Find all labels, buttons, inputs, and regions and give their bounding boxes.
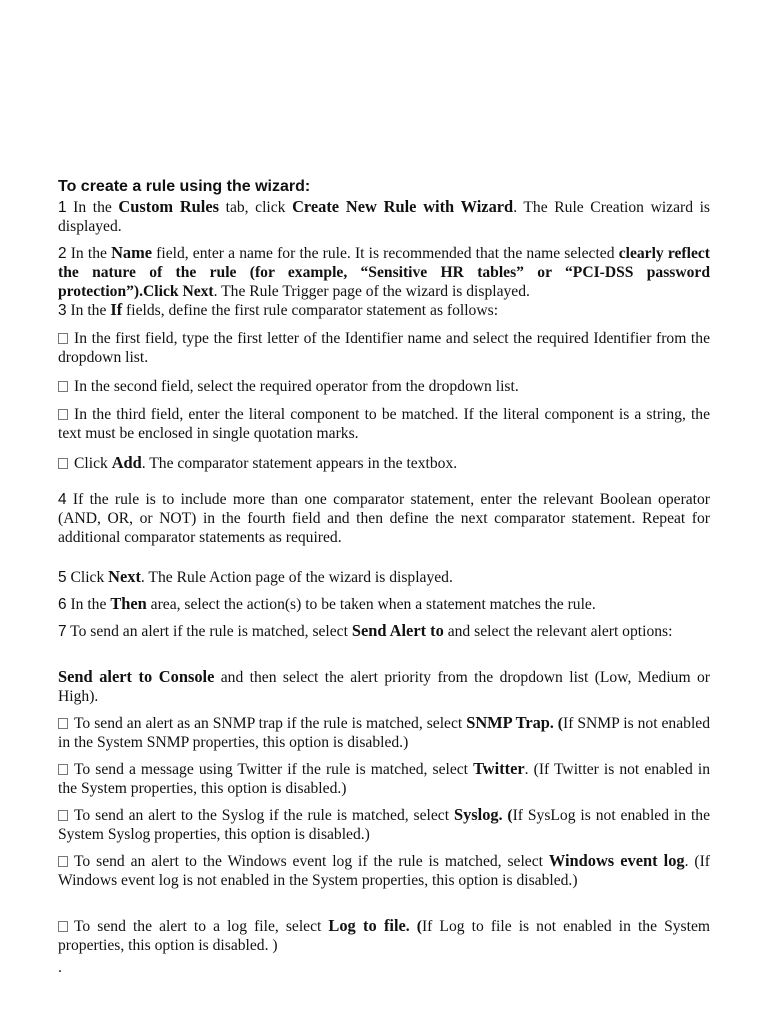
checkbox-bullet-icon: [58, 409, 68, 420]
page-title: To create a rule using the wizard:: [58, 178, 311, 195]
step-3: 3 In the If fields, define the first rule comparator statement as follows:: [58, 300, 499, 319]
checkbox-bullet-icon: [58, 764, 68, 775]
step-number: 3: [58, 302, 67, 319]
trailing-period: .: [58, 959, 62, 976]
alert-bullet-windows-event-log: To send an alert to the Windows event log if the rule is matched, select Windows event log. (If Windows event log is not enabled in the System properties, this option is disabled.): [58, 851, 710, 889]
checkbox-bullet-icon: [58, 921, 68, 932]
alert-bullet-twitter: To send a message using Twitter if the rule is matched, select Twitter. (If Twitter is not enabled in the System properties, this option is disabled.): [58, 759, 710, 797]
step-number: 6: [58, 596, 67, 613]
if-bullet-1: In the first field, type the first letter of the Identifier name and select the required Identifier from the dropdown list.: [58, 330, 710, 366]
send-alert-console: Send alert to Console and then select the alert priority from the dropdown list (Low, Medium or High).: [58, 667, 710, 705]
step-4: 4 If the rule is to include more than one comparator statement, enter the relevant Boolean operator (AND, OR, or NOT) in the fourth field and then define the next comparator statement. Repeat for additional comparator statements as required.: [58, 491, 710, 546]
step-2: 2 In the Name field, enter a name for the rule. It is recommended that the name selected clearly reflect the nature of the rule (for example, “Sensitive HR tables” or “PCI-DSS password protection”).Click Next. The Rule Trigger page of the wizard is displayed.: [58, 243, 710, 300]
alert-bullet-log-file: To send the alert to a log file, select Log to file. (If Log to file is not enabled in the System properties, this option is disabled. ): [58, 916, 710, 954]
checkbox-bullet-icon: [58, 458, 68, 469]
checkbox-bullet-icon: [58, 810, 68, 821]
alert-bullet-snmp: To send an alert as an SNMP trap if the rule is matched, select SNMP Trap. (If SNMP is not enabled in the System SNMP properties, this option is disabled.): [58, 713, 711, 751]
step-number: 2: [58, 245, 67, 262]
step-7: 7 To send an alert if the rule is matched, select Send Alert to and select the relevant alert options:: [58, 621, 673, 640]
step-5: 5 Click Next. The Rule Action page of the wizard is displayed.: [58, 567, 453, 586]
if-bullet-2: In the second field, select the required operator from the dropdown list.: [58, 377, 710, 396]
if-bullet-4: Click Add. The comparator statement appears in the textbox.: [58, 453, 710, 473]
checkbox-bullet-icon: [58, 333, 68, 344]
checkbox-bullet-icon: [58, 856, 68, 867]
step-number: 1: [58, 199, 67, 216]
checkbox-bullet-icon: [58, 381, 68, 392]
step-6: 6 In the Then area, select the action(s) to be taken when a statement matches the rule.: [58, 594, 596, 613]
alert-bullet-syslog: To send an alert to the Syslog if the rule is matched, select Syslog. (If SysLog is not enabled in the System Syslog properties, this option is disabled.): [58, 805, 710, 843]
step-number: 7: [58, 623, 67, 640]
if-bullet-3: In the third field, enter the literal component to be matched. If the literal component is a string, the text must be enclosed in single quotation marks.: [58, 406, 710, 442]
step-1: 1 In the Custom Rules tab, click Create New Rule with Wizard. The Rule Creation wizard is displayed.: [58, 197, 711, 235]
checkbox-bullet-icon: [58, 718, 68, 729]
step-number: 4: [58, 491, 67, 508]
step-number: 5: [58, 569, 67, 586]
